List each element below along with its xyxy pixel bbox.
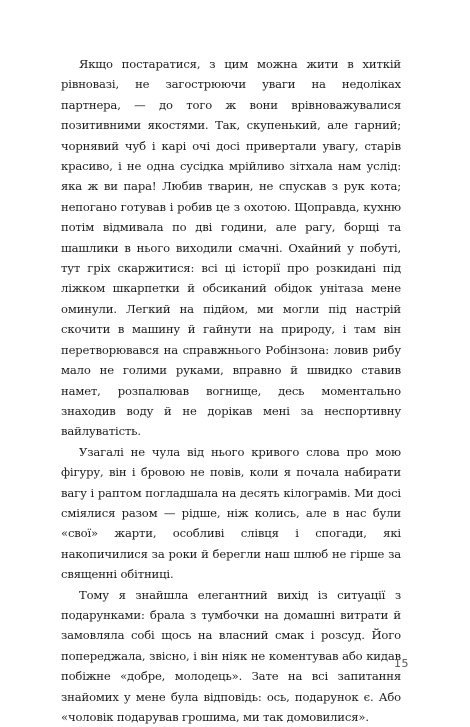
paragraph-3: Тому я знайшла елегантний вихід із ситуації з подарунками: брала з тумбочки на домашні витрати й замовляла собі щось на власний смак і розсуд. Його попереджала, звісно, і він ніяк не коментував або кидав побіжне «добре, молодець». Зате на всі запитання знайомих у мене була відповідь: ось, подарунок є. Або «чоловік подарував грошима, ми так домовилися». bbox=[61, 587, 401, 724]
page-number: 15 bbox=[394, 657, 409, 670]
body-text bbox=[61, 54, 401, 727]
paragraph-2: Узагалі не чула від нього кривого слова про мою фігуру, він і бровою не повів, коли я почала набирати вагу і раптом погладшала на десять кілограмів. Ми досі сміялися разом — рідше, ніж колись, але в нас були «свої» жарти, особливі слівця і спогади, які накопичилися за роки й берегли наш шлюб не гірше за священні обітниці. bbox=[61, 444, 401, 582]
paragraph-1: Якщо постаратися, з цим можна жити в хиткій рівновазі, не загострюючи уваги на недоліках партнера, — до того ж вони врівноважувалися позитивними якостями. Так, скупенький, але гарний; чорнявий чуб і карі очі досі привертали увагу, старів красиво, і не одна сусідка мрійливо зітхала нам услід: яка ж ви пара! Любив тварин, не спускав з рук кота; непогано готував і робив це з охотою. Щоправда, кухню потім відмивала по дві години, але рагу, борщі та шашлики в нього виходили смачні. Охайний у побуті, тут гріх скаржитися: всі ці історії про розкидані під ліжком шкарпетки й обсиканий обідок унітаза мене оминули. Легкий на підйом, ми могли під настрій скочити в машину й гайнути на природу, і там він перетворювався на справжнього Робінзона: ловив рибу мало не голими руками, вправно й швидко ставив намет, розпалював вогнище, десь моментально знаходив воду й не дорікав мені за неспортивну вайлуватість. bbox=[61, 57, 401, 439]
